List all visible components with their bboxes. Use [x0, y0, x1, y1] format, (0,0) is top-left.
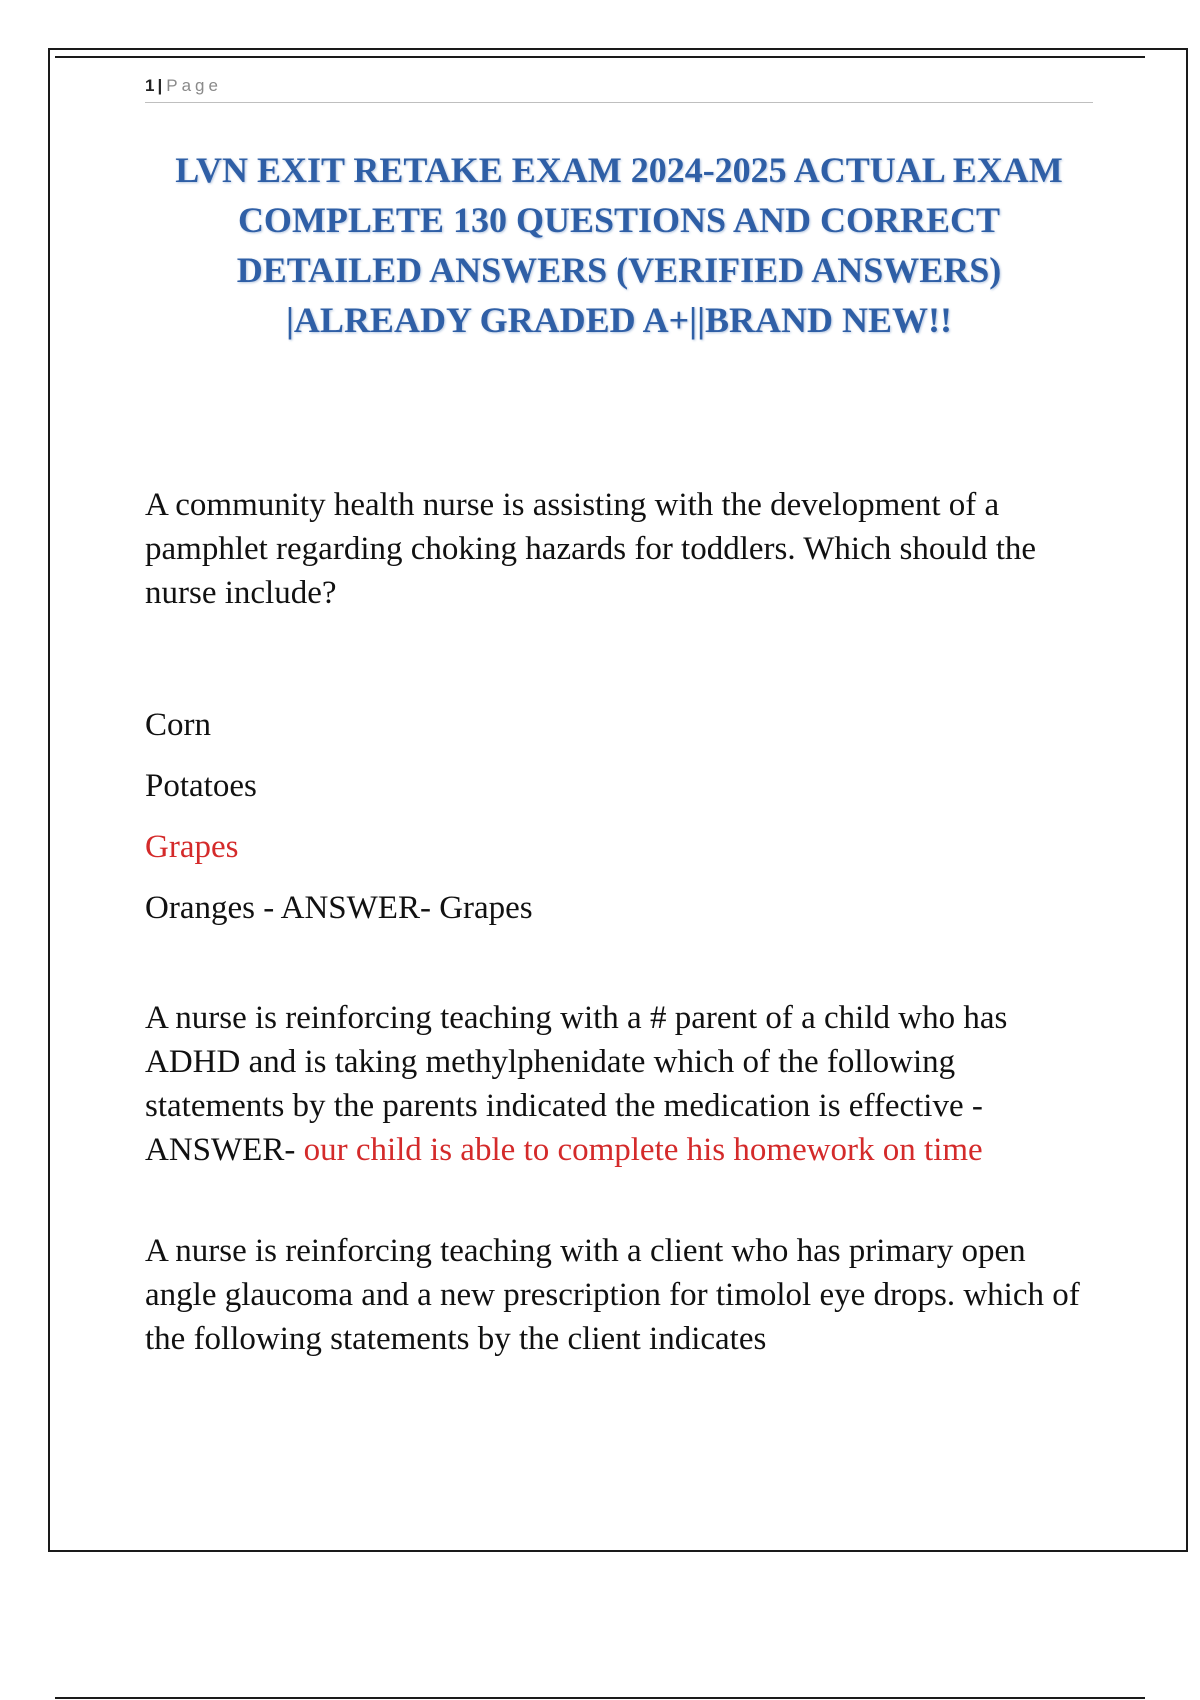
- document-title: [145, 145, 1093, 345]
- title-line-1: LVN EXIT RETAKE EXAM 2024-2025 ACTUAL EXAM: [175, 150, 1063, 190]
- question-1-option-grapes-highlighted: Grapes: [145, 829, 239, 865]
- question-1-option-potatoes: Potatoes: [145, 768, 257, 804]
- question-1-option-oranges-answer: Oranges - ANSWER- Grapes: [145, 890, 533, 926]
- page-number: 1: [145, 76, 155, 95]
- question-2-answer: our child is able to complete his homework on time: [303, 1132, 983, 1168]
- document-body: [145, 483, 1093, 1361]
- footer-rule: [55, 1697, 1145, 1699]
- header-top-rule: [55, 56, 1145, 58]
- question-2: [145, 996, 1093, 1172]
- title-line-2: COMPLETE 130 QUESTIONS AND CORRECT: [237, 200, 1001, 240]
- title-line-3: DETAILED ANSWERS (VERIFIED ANSWERS): [236, 250, 1002, 290]
- question-1-option-corn: Corn: [145, 707, 211, 743]
- question-2-stem: A nurse is reinforcing teaching with a # parent of a child who has ADHD and is taking methylphenidate which of the following statements by the parents indicated the medication is effective - ANSWER-: [145, 1000, 1008, 1168]
- title-line-4: |ALREADY GRADED A+||BRAND NEW!!: [286, 300, 952, 340]
- page-header: [145, 74, 1093, 103]
- question-1-stem: A community health nurse is assisting with the development of a pamphlet regarding choking hazards for toddlers. Which should the nurse include?: [145, 487, 1037, 611]
- page-separator: |: [157, 76, 163, 95]
- question-3-stem: A nurse is reinforcing teaching with a client who has primary open angle glaucoma and a new prescription for timolol eye drops. which of the following statements by the client indicates: [145, 1233, 1080, 1357]
- page-label: Page: [166, 76, 222, 95]
